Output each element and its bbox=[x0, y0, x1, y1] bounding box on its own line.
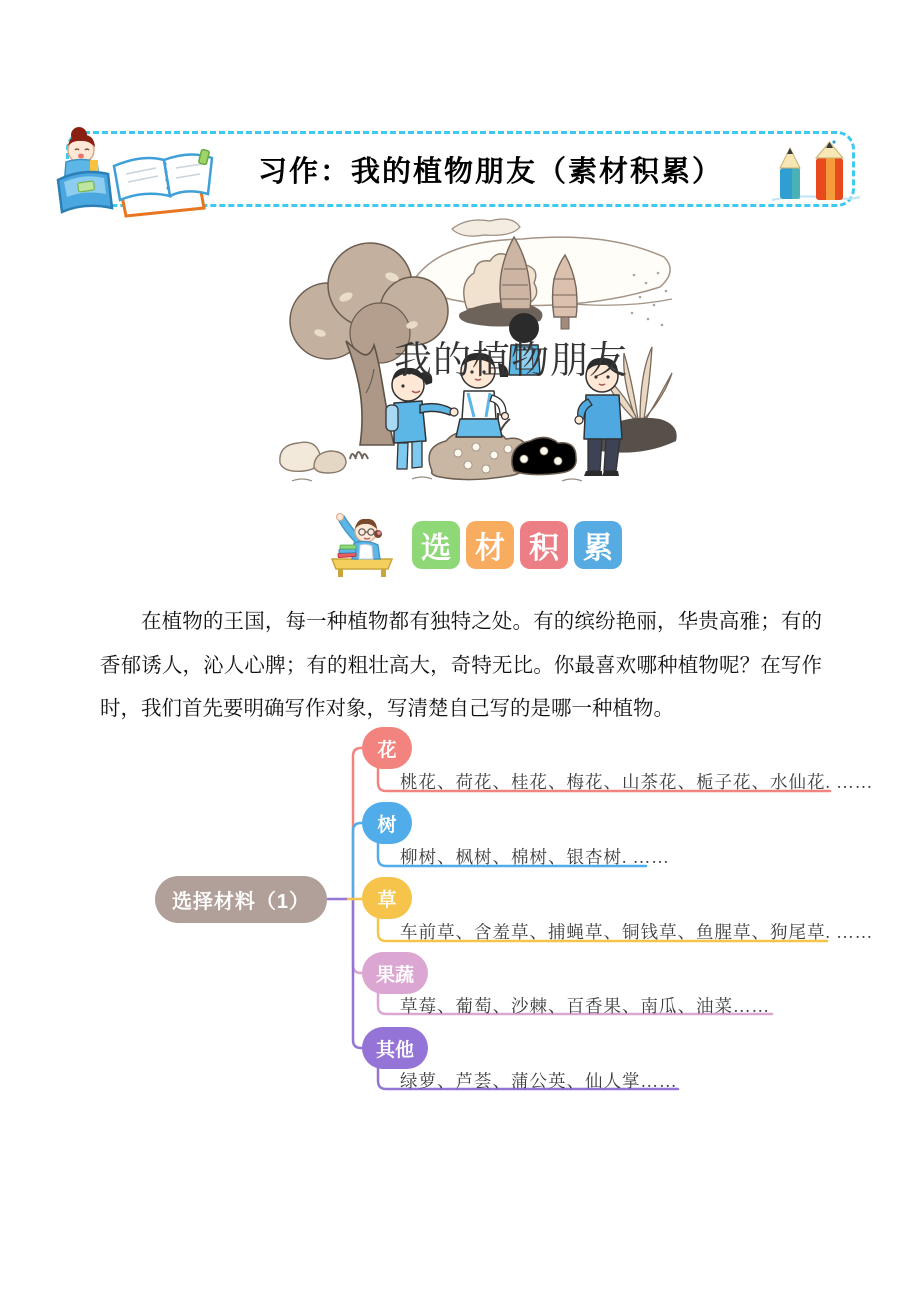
mindmap-node-flower: 花 bbox=[362, 727, 412, 769]
mindmap-items-flower: 桃花、荷花、桂花、梅花、山茶花、栀子花、水仙花. …… bbox=[400, 772, 874, 792]
section-char-block: 选 bbox=[412, 521, 460, 569]
section-header bbox=[326, 509, 622, 581]
section-char-block: 材 bbox=[466, 521, 514, 569]
scene-caption: 我的植物朋友 bbox=[394, 340, 629, 382]
page-title: 习作：我的植物朋友（素材积累） bbox=[257, 155, 723, 188]
mindmap-items-tree: 柳树、枫树、棉树、银杏树. …… bbox=[400, 847, 670, 867]
mindmap-root-node: 选择材料（1） bbox=[155, 876, 327, 923]
mindmap-node-other: 其他 bbox=[362, 1027, 428, 1069]
section-char-block: 累 bbox=[574, 521, 622, 569]
mindmap-node-grass: 草 bbox=[362, 877, 412, 919]
mindmap-items-grass: 车前草、含羞草、捕蝇草、铜钱草、鱼腥草、狗尾草. …… bbox=[400, 922, 874, 942]
intro-paragraph: 在植物的王国，每一种植物都有独特之处。有的缤纷艳丽，华贵高雅；有的香郁诱人，沁人心脾；有的粗壮高大，奇特无比。你最喜欢哪种植物呢？在写作时，我们首先要明确写作对象，写清楚自己写的是哪一种植物。 bbox=[100, 611, 822, 720]
mindmap-node-fruit: 果蔬 bbox=[362, 952, 428, 994]
mindmap-node-tree: 树 bbox=[362, 802, 412, 844]
flower-bushes bbox=[429, 413, 576, 480]
mindmap-items-fruit: 草莓、葡萄、沙棘、百香果、南瓜、油菜…… bbox=[400, 996, 770, 1016]
section-char-block: 积 bbox=[520, 521, 568, 569]
desk-girl-icon bbox=[326, 509, 398, 581]
rocks bbox=[280, 442, 368, 473]
mindmap-items-other: 绿萝、芦荟、蒲公英、仙人掌…… bbox=[400, 1071, 678, 1091]
pencils-icon bbox=[770, 140, 862, 204]
reading-girl-icon bbox=[52, 124, 244, 221]
